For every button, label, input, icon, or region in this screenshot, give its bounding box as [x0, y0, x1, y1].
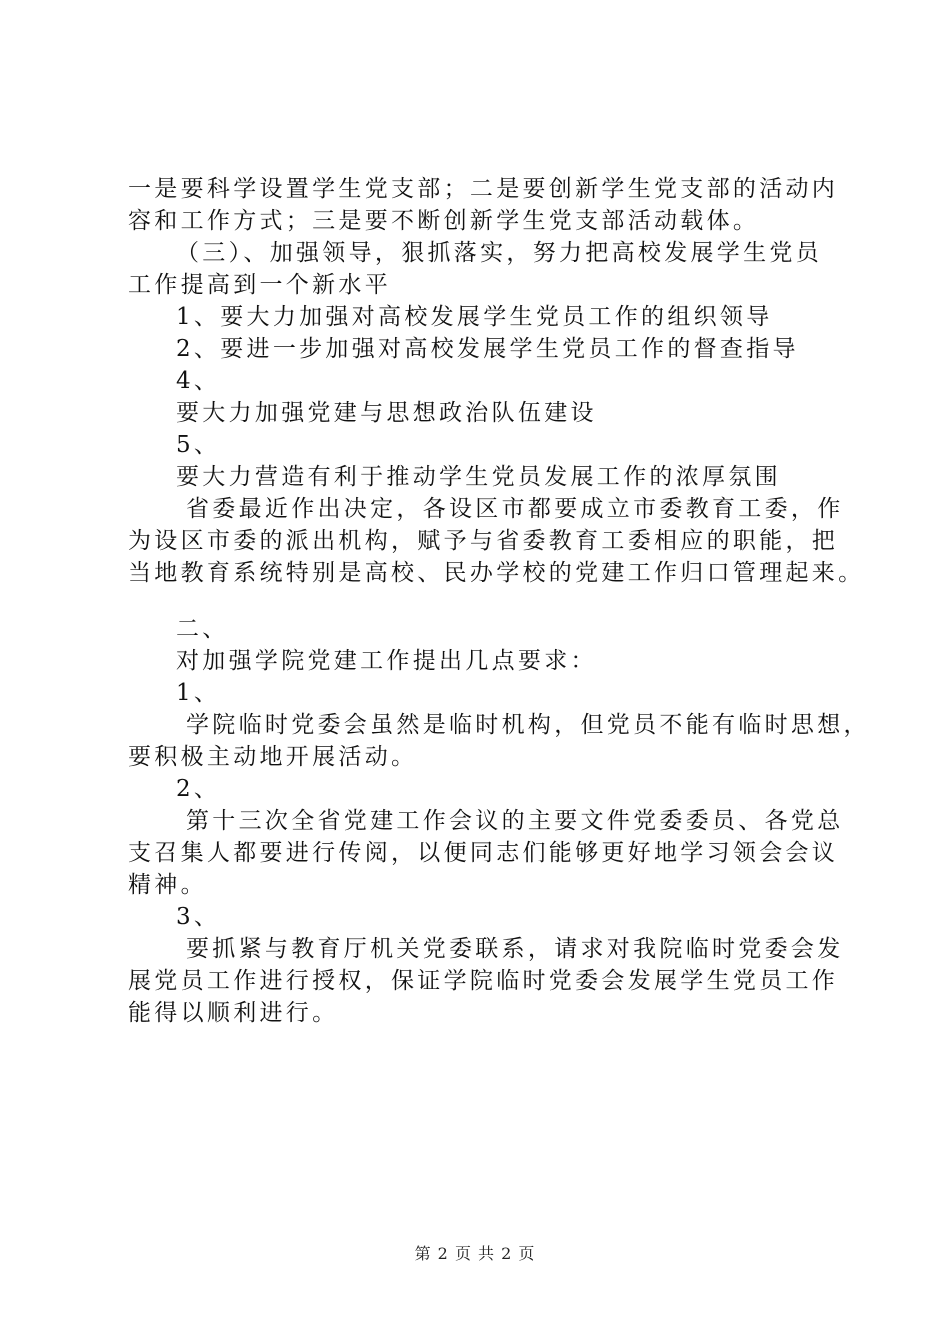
- body-line-2: 容和工作方式；三是要不断创新学生党支部活动载体。: [128, 208, 760, 234]
- body-line-1: 一是要科学设置学生党支部；二是要创新学生党支部的活动内: [128, 176, 839, 202]
- page-number-footer: 第 2 页 共 2 页: [414, 1244, 536, 1263]
- paragraph-decision-1: 省委最近作出决定，各设区市都要成立市委教育工委，作: [186, 496, 844, 522]
- section-heading-3-cont: 工作提高到一个新水平: [128, 272, 391, 298]
- req-number-1: 1、: [176, 680, 221, 706]
- list-item-5: 要大力营造有利于推动学生党员发展工作的浓厚氛围: [176, 464, 781, 490]
- section-heading-2: 对加强学院党建工作提出几点要求：: [176, 648, 597, 674]
- req-2-line-1: 第十三次全省党建工作会议的主要文件党委委员、各党总: [186, 808, 844, 834]
- list-item-4: 要大力加强党建与思想政治队伍建设: [176, 400, 597, 426]
- req-1-line-1: 学院临时党委会虽然是临时机构，但党员不能有临时思想，: [186, 712, 870, 738]
- req-2-line-3: 精神。: [128, 872, 207, 898]
- req-3-line-2: 展党员工作进行授权，保证学院临时党委会发展学生党员工作: [128, 968, 839, 994]
- paragraph-decision-3: 当地教育系统特别是高校、民办学校的党建工作归口管理起来。: [128, 560, 865, 586]
- section-heading-3: （三）、加强领导，狠抓落实，努力把高校发展学生党员: [176, 240, 822, 266]
- list-item-1: 1、要大力加强对高校发展学生党员工作的组织领导: [176, 304, 773, 330]
- paragraph-decision-2: 为设区市委的派出机构，赋予与省委教育工委相应的职能，把: [128, 528, 839, 554]
- req-number-2: 2、: [176, 776, 221, 802]
- req-number-3: 3、: [176, 904, 221, 930]
- list-item-2: 2、要进一步加强对高校发展学生党员工作的督查指导: [176, 336, 799, 362]
- req-2-line-2: 支召集人都要进行传阅，以便同志们能够更好地学习领会会议: [128, 840, 839, 866]
- list-number-5: 5、: [176, 432, 221, 458]
- req-3-line-3: 能得以顺利进行。: [128, 1000, 339, 1026]
- list-number-4: 4、: [176, 368, 221, 394]
- section-number-2: 二、: [176, 616, 229, 642]
- req-3-line-1: 要抓紧与教育厅机关党委联系，请求对我院临时党委会发: [186, 936, 844, 962]
- req-1-line-2: 要积极主动地开展活动。: [128, 744, 418, 770]
